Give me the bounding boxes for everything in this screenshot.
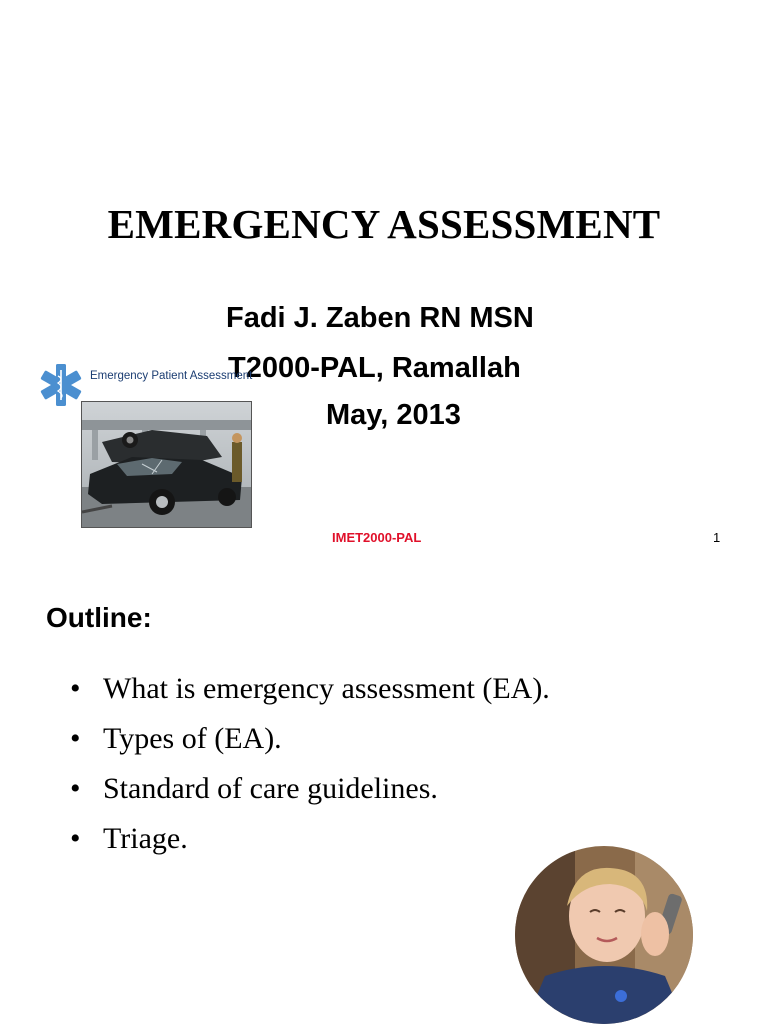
emergency-assessment-graphic (38, 360, 253, 528)
nurse-on-phone-photo (515, 846, 693, 1024)
list-item-text: What is emergency assessment (EA). (103, 672, 550, 705)
list-item-text: Types of (EA). (103, 722, 282, 755)
page-number: 1 (713, 530, 721, 545)
star-of-life-icon (38, 362, 84, 408)
footer-label: IMET2000-PAL (332, 530, 422, 545)
outline-list (70, 672, 550, 872)
presentation-date: May, 2013 (326, 399, 461, 431)
slide-title: EMERGENCY ASSESSMENT (107, 201, 661, 247)
slide-2 (0, 576, 768, 1024)
bullet-marker: • (70, 672, 81, 705)
bullet-marker: • (70, 822, 81, 855)
list-item-text: Triage. (103, 822, 188, 855)
bullet-marker: • (70, 772, 81, 805)
list-item (70, 672, 550, 722)
presenter-name: Fadi J. Zaben RN MSN (226, 302, 534, 334)
list-item (70, 772, 550, 822)
list-item (70, 722, 550, 772)
list-item (70, 822, 550, 872)
bullet-marker: • (70, 722, 81, 755)
car-crash-photo (81, 401, 252, 528)
list-item-text: Standard of care guidelines. (103, 772, 438, 805)
logo-caption: Emergency Patient Assessment (90, 370, 253, 382)
outline-title: Outline: (46, 602, 152, 633)
presenter-organization: T2000-PAL, Ramallah (228, 352, 521, 384)
